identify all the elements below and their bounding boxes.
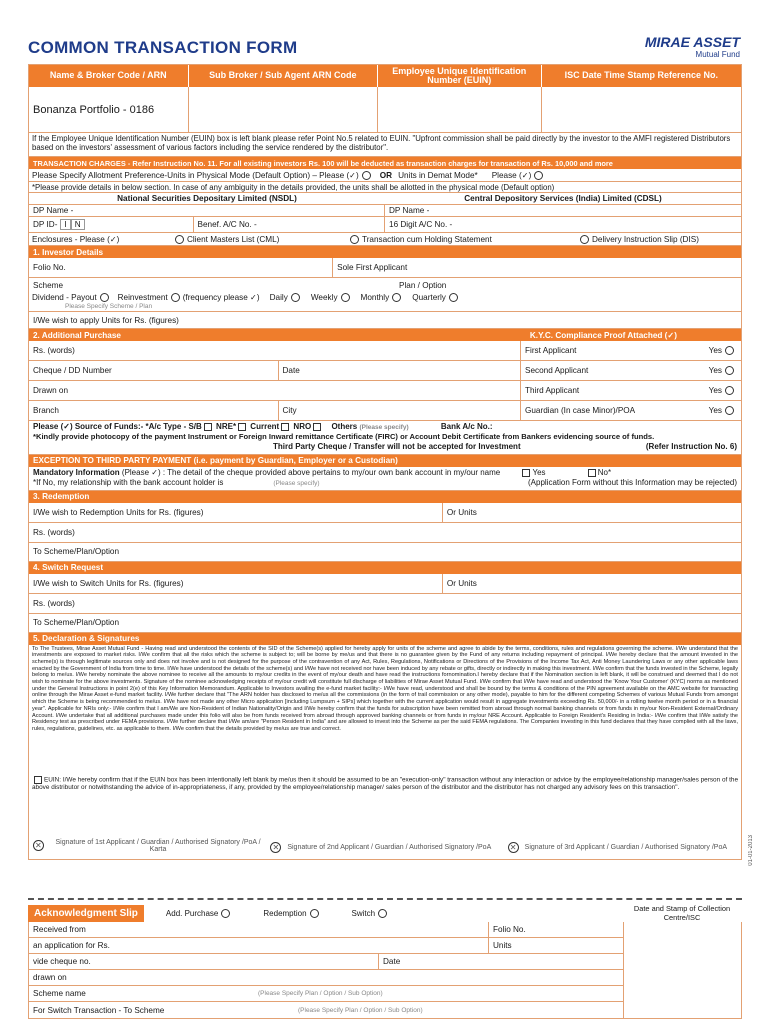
declaration-text: To The Trustees, Mirae Asset Mutual Fund - Having read and understood the contents of the SID of the Scheme(s) applied for hereby apply for units of the scheme and agree to abide by the terms, conditions, rules and regulations governing the scheme. I/We understand that the investments are exposed to market risks. I/We confirm that all the risks which the scheme is subject to; will be borne by me/us and that there is no guarantee given by the Fund of any returns including repayment of principal. I/We hereby declare that the amount invested in the scheme(s) is through legitimate sources only and does not involve and is not designed for the purpose of the contravention of any Act, Rules, Regulations, Notifications or Directions of the Provisions of the Income Tax Act, Anti Money Laundering Laws or any other applicable laws enacted by the Government of India from time to time. I/We have understood the details of the scheme(s) and I/We have not received nor have been induced by any rebate or gifts, directly or indirectly in making this investment. I/We confirm that the funds invested in the Scheme, legally belong to me/us. I/We hereby nominate the above nominee to receive all the amounts to my/our credits in the event of my/our death and have read the instructions fornomination.I hereby declare that if the Nomination section is left blank, it will be construed and deemed that I do not wish to nominate for the above investments. Signature of the nominee acknowledging receipts of my/our credit will constitute full discharge of liabilities of Mirae Asset Mutual Fund. I/We confirm that I/We have read and understood the 'Know Your Customer' (KYC) norms as mentioned under the General Instructions in point 2(e) of this Key Information Memorandum. Applicable to Investors availing the e-fund market facility:- I/We have read, understood and shall be bound by the terms & conditions of the PIN agreement available on the AMC website for transacting online through the Mirae Asset e-fund market facility. I/We further declare that "The ARN holder has disclosed to me/us all the commissions (in the form of trail commission or any other mode), payable to him for the different competing Schemes of various Mutual Funds from amongst which the Scheme is being recommended to me/us. I/We have not made any other Micro application [including Lumpsum + SIPs] which together with the current application would result in aggregate investments exceeding Rs. 50,000/- in a rolling twelve month period or in a financial year". Applicable for NRIs only:- I/We confirm that I am/We are Non-Resident of Indian Nationality/Origin and I/We hereby confirm that the funds for subscription have been remitted from abroad through normal banking channels or from funds in my/our Non-Resident External/Ordinary Account. I/We undertake that all additional purchases made under this folio will also be from funds received from abroad through approved banking channels or from funds in my/our NRE Account. Applicable to Foreign Resident's Residing in India:- I/We confirm that I/We satisfy the Residency test as prescribed under FEMA provisions. I/We further declare that I/We am/are "Person Resident in India" and are allowed to invest into the Scheme as per the said FEMA regulations. The Companies investing in this fund declares that they have complied with all the laws, rules, regulations, guidelines, etc. as applicable to them. I/We confirm that the details provided by me/us are true and correct. bbox=[32, 645, 738, 732]
ack-add-radio[interactable] bbox=[221, 909, 230, 918]
switch-field[interactable]: I/We wish to Switch Units for Rs. (figures) bbox=[29, 574, 443, 593]
ack-folio[interactable]: Folio No. bbox=[493, 925, 526, 934]
others-specify: (Please specify) bbox=[359, 424, 409, 431]
specify-plan: (Please Specify Plan / Option / Sub Option) bbox=[258, 990, 383, 997]
monthly: Monthly bbox=[360, 292, 390, 302]
ack-slip bbox=[28, 904, 742, 1019]
kyc-third: Third Applicant bbox=[525, 386, 580, 395]
weekly-radio[interactable] bbox=[341, 293, 350, 302]
specify-plan2: (Please Specify Plan / Option / Sub Option) bbox=[298, 1006, 423, 1014]
quarterly-radio[interactable] bbox=[449, 293, 458, 302]
sec2-band: 2. Additional Purchase bbox=[33, 330, 121, 340]
ack-red: Redemption bbox=[263, 908, 307, 918]
euin-note: If the Employee Unique Identification Number (EUIN) box is left blank please refer Point No.5 related to EUIN. "Upfront commission shall be paid directly by the investor to the AMFI registered Distributors based on the investors' assessment of various factors including the service rendered by the distributor". bbox=[29, 133, 741, 157]
reinvest: Reinvestment bbox=[117, 292, 168, 302]
cml-radio[interactable] bbox=[175, 235, 184, 244]
m-yes-box[interactable] bbox=[522, 469, 530, 477]
switch-words[interactable]: Rs. (words) bbox=[33, 598, 75, 608]
mandatory-label: Mandatory Information bbox=[33, 467, 120, 477]
reinvest-radio[interactable] bbox=[171, 293, 180, 302]
branch-field[interactable]: Branch bbox=[29, 401, 279, 420]
exception-band: EXCEPTION TO THIRD PARTY PAYMENT (i.e. payment by Guardian, Employer or a Custodian) bbox=[29, 455, 741, 467]
stamp-box[interactable] bbox=[623, 922, 741, 1018]
switch-units[interactable]: Or Units bbox=[446, 578, 477, 588]
ack-add: Add. Purchase bbox=[165, 908, 219, 918]
logo-name: MIRAE ASSET bbox=[644, 34, 740, 50]
payout-radio[interactable] bbox=[100, 293, 109, 302]
broker-header bbox=[29, 65, 741, 87]
allot-pref: Please Specify Allotment Preference-Units in Physical Mode (Default Option) – Please (✓) bbox=[32, 171, 359, 180]
redeem-words[interactable]: Rs. (words) bbox=[33, 527, 75, 537]
sig3[interactable]: Signature of 3rd Applicant / Guardian / Authorised Signatory /PoA bbox=[524, 843, 728, 851]
sec1-band: 1. Investor Details bbox=[29, 246, 741, 258]
apply-units[interactable]: I/We wish to apply Units for Rs. (figures) bbox=[33, 315, 179, 325]
for-switch[interactable]: For Switch Transaction - To Scheme bbox=[33, 1005, 165, 1015]
sec5-band: 5. Declaration & Signatures bbox=[29, 633, 741, 645]
kyc-first-radio[interactable] bbox=[725, 346, 734, 355]
kyc-yes-1: Yes bbox=[708, 345, 722, 355]
cdsl-dp-name[interactable]: DP Name - bbox=[389, 206, 430, 215]
kyc-first: First Applicant bbox=[525, 346, 577, 355]
enclosures-label: Enclosures - Please (✓) bbox=[32, 235, 120, 244]
euin-field[interactable] bbox=[378, 87, 542, 132]
others: Others bbox=[331, 422, 358, 431]
daily-radio[interactable] bbox=[291, 293, 300, 302]
relationship: *If No, my relationship with the bank account holder is bbox=[33, 478, 224, 488]
sole-field[interactable]: Sole First Applicant bbox=[337, 263, 408, 272]
folio-field[interactable]: Folio No. bbox=[29, 258, 333, 277]
current: Current bbox=[250, 422, 280, 431]
form-body bbox=[28, 64, 742, 860]
sig1[interactable]: Signature of 1st Applicant / Guardian / Authorised Signatory /PoA / Karta bbox=[55, 838, 261, 853]
quarterly: Quarterly bbox=[412, 292, 446, 302]
hdr-broker: Name & Broker Code / ARN bbox=[29, 65, 189, 87]
ack-title: Acknowledgment Slip bbox=[28, 905, 144, 922]
kyc-second: Second Applicant bbox=[525, 366, 589, 375]
m-no: No* bbox=[597, 467, 612, 477]
logo-sub: Mutual Fund bbox=[695, 50, 740, 59]
euin-decl: EUIN: I/We hereby confirm that if the EUIN box has been intentionally left blank by me/us then it should be assumed to be an "execution-only" transaction without any interaction or advice by the employee/relationship manager/sales person of the above distributor or notwithstanding the advice of in-appropriateness, if any, provided by the employee/relationship manager/ sales person of the distributor and the distributor has not charged any advisory fees on this transaction". bbox=[32, 776, 738, 791]
ack-sw: Switch bbox=[351, 908, 376, 918]
encl-cml: Client Masters List (CML) bbox=[187, 234, 280, 244]
hdr-subbroker: Sub Broker / Sub Agent ARN Code bbox=[189, 65, 378, 87]
kyc-guardian-radio[interactable] bbox=[725, 406, 734, 415]
cut-line bbox=[28, 898, 742, 900]
refer6: (Refer Instruction No. 6) bbox=[645, 442, 737, 452]
mandatory-text: (Please ✓) : The detail of the cheque provided above pertains to my/our own bank account in my/our name bbox=[121, 467, 501, 477]
demat-radio[interactable] bbox=[534, 171, 543, 180]
ack-sw-radio[interactable] bbox=[378, 909, 387, 918]
sec3-band: 3. Redemption bbox=[29, 491, 741, 503]
dp-id-label: DP ID- bbox=[33, 220, 58, 229]
ack-stamp: Date and Stamp of Collection Centre/ISC bbox=[633, 904, 731, 922]
sig2-icon: ✕ bbox=[270, 842, 281, 853]
redeem-scheme[interactable]: To Scheme/Plan/Option bbox=[33, 547, 120, 557]
switch-scheme[interactable]: To Scheme/Plan/Option bbox=[33, 618, 120, 628]
m-no-box[interactable] bbox=[588, 469, 596, 477]
broker-value[interactable]: Bonanza Portfolio - 0186 bbox=[29, 87, 189, 132]
daily: Daily bbox=[269, 292, 288, 302]
subbroker-field[interactable] bbox=[189, 87, 378, 132]
nro-box[interactable] bbox=[313, 423, 321, 431]
scheme-name[interactable]: Scheme name bbox=[33, 989, 86, 998]
app-form-note: (Application Form without this Information may be rejected) bbox=[528, 478, 737, 488]
third-party: Third Party Cheque / Transfer will not be accepted for Investment bbox=[273, 442, 521, 452]
isc-field[interactable] bbox=[542, 87, 741, 132]
rel-specify: (Please specify) bbox=[273, 480, 320, 488]
sig2[interactable]: Signature of 2nd Applicant / Guardian / Authorised Signatory /PoA bbox=[287, 843, 492, 851]
ack-drawn[interactable]: drawn on bbox=[33, 973, 67, 982]
sig1-icon: ✕ bbox=[33, 840, 44, 851]
encl-ths: Transaction cum Holding Statement bbox=[362, 234, 492, 244]
vide-cheque[interactable]: vide cheque no. bbox=[29, 954, 379, 969]
nsdl-dp-name[interactable]: DP Name - bbox=[29, 205, 385, 216]
dis-radio[interactable] bbox=[580, 235, 589, 244]
ack-date[interactable]: Date bbox=[383, 957, 401, 966]
scheme-field[interactable]: Scheme bbox=[33, 280, 64, 290]
encl-dis: Delivery Instruction Slip (DIS) bbox=[592, 234, 699, 244]
mirae-logo bbox=[645, 34, 740, 59]
kyc-yes-3: Yes bbox=[708, 385, 722, 395]
nre-box[interactable] bbox=[238, 423, 246, 431]
charges-band: TRANSACTION CHARGES - Refer Instruction No. 11. For all existing investors Rs. 100 will be deducted as transaction charges for transaction of Rs. 10,000 and more bbox=[29, 157, 741, 169]
kyc-yes-4: Yes bbox=[708, 405, 722, 415]
m-yes: Yes bbox=[532, 467, 546, 477]
weekly: Weekly bbox=[310, 292, 338, 302]
redeem-units[interactable]: Or Units bbox=[446, 507, 477, 517]
div-payout: Dividend - Payout bbox=[32, 292, 97, 302]
cdsl-title: Central Depository Services (India) Limited (CDSL) bbox=[464, 194, 662, 203]
current-box[interactable] bbox=[281, 423, 289, 431]
city-field[interactable]: City bbox=[282, 406, 297, 415]
kyc-yes-2: Yes bbox=[708, 365, 722, 375]
euin-box[interactable] bbox=[34, 776, 42, 784]
hdr-isc: ISC Date Time Stamp Reference No. bbox=[564, 70, 718, 81]
side-date: 01-01-2013 bbox=[748, 835, 754, 866]
benef-field[interactable]: Benef. A/C No. - bbox=[194, 217, 385, 232]
allot-note: *Please provide details in below section. In case of any ambiguity in the details provided, the units shall be allotted in the physical mode (Default option) bbox=[32, 182, 555, 192]
source-label: Please (✓) Source of Funds:- *A/c Type - S/B bbox=[33, 422, 202, 431]
kyc-guardian: Guardian (In case Minor)/POA bbox=[525, 406, 636, 415]
hdr-euin: Employee Unique Identification Number (EUIN) bbox=[378, 65, 542, 87]
cheque-field[interactable]: Cheque / DD Number bbox=[29, 361, 279, 380]
allot-or: OR bbox=[379, 170, 393, 180]
plan-option: Plan / Option bbox=[399, 280, 447, 290]
nsdl-title: National Securities Depositary Limited (NSDL) bbox=[117, 194, 297, 203]
specify-scheme: Please Specify Scheme / Plan bbox=[65, 303, 153, 310]
nro: NRO bbox=[293, 422, 312, 431]
monthly-radio[interactable] bbox=[392, 293, 401, 302]
ths-radio[interactable] bbox=[350, 235, 359, 244]
nre: NRE* bbox=[216, 422, 237, 431]
received-field[interactable]: Received from bbox=[29, 922, 489, 937]
bank-ac[interactable]: Bank A/c No.: bbox=[440, 422, 493, 431]
ack-units[interactable]: Units bbox=[493, 941, 512, 950]
kyc-second-radio[interactable] bbox=[725, 366, 734, 375]
kyc-third-radio[interactable] bbox=[725, 386, 734, 395]
rs-words[interactable]: Rs. (words) bbox=[33, 346, 75, 355]
app-for[interactable]: an application for Rs. bbox=[29, 938, 489, 953]
sb-box[interactable] bbox=[204, 423, 212, 431]
dp-n: N bbox=[71, 219, 85, 230]
drawn-on[interactable]: Drawn on bbox=[33, 386, 69, 395]
digit16-field[interactable]: 16 Digit A/C No. - bbox=[389, 220, 453, 229]
physical-radio[interactable] bbox=[362, 171, 371, 180]
sig3-icon: ✕ bbox=[508, 842, 519, 853]
freq: (frequency please ✓) bbox=[182, 293, 260, 302]
dp-i: I bbox=[60, 219, 70, 230]
allot-demat: Units in Demat Mode* bbox=[398, 170, 478, 180]
date-field[interactable]: Date bbox=[282, 366, 300, 375]
allot-please: Please (✓) bbox=[491, 171, 532, 180]
photocopy-note: *Kindly provide photocopy of the payment Instrument or Foreign Inward remittance Certificate (FIRC) or Account Debit Certificate from Bankers evidencing source of funds. bbox=[33, 432, 655, 442]
kyc-title: K.Y.C. Compliance Proof Attached (✓) bbox=[529, 331, 677, 340]
redeem-field[interactable]: I/We wish to Redemption Units for Rs. (figures) bbox=[29, 503, 443, 522]
ack-red-radio[interactable] bbox=[310, 909, 319, 918]
form-title: COMMON TRANSACTION FORM bbox=[28, 38, 298, 57]
sec4-band: 4. Switch Request bbox=[29, 562, 741, 574]
